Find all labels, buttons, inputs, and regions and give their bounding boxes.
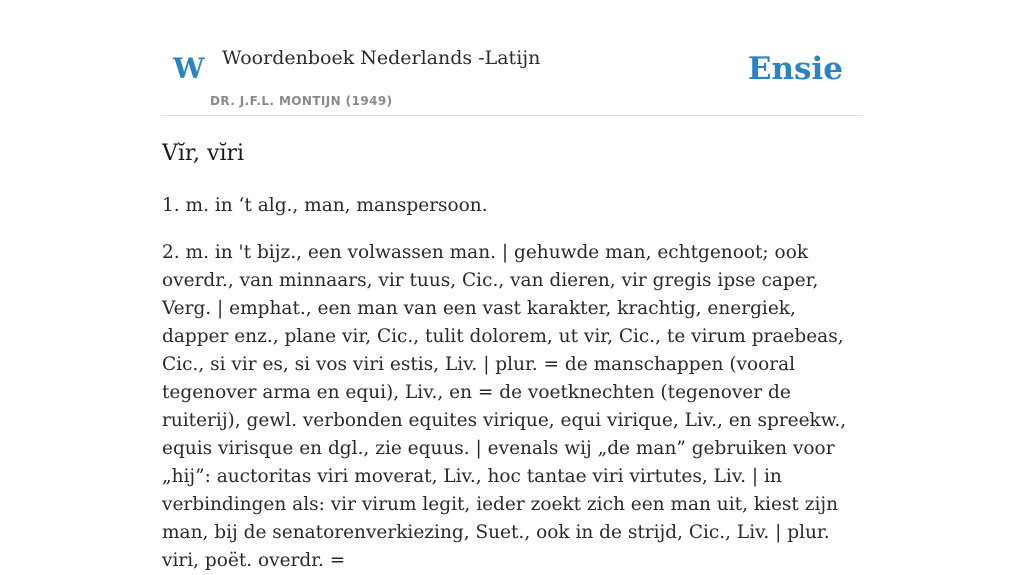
dictionary-entry	[162, 138, 862, 575]
entry-sense: 2. m. in 't bijz., een volwassen man. | gehuwde man, echtgenoot; ook overdr., van minnaars, vir tuus, Cic., van dieren, vir gregis ipse caper, Verg. | emphat., een man van een vast karakter, krachtig, energiek, dapper enz., plane vir, Cic., tulit dolorem, ut vir, Cic., te virum praebeas, Cic., si vir es, si vos viri estis, Liv. | plur. = de manschappen (vooral tegenover arma en equi), Liv., en = de voetknechten (tegenover de ruiterij), gewl. verbonden equites virique, equi virique, Liv., en spreekw., equis virisque en dgl., zie equus. | evenals wij „de man” gebruiken voor „hij”: auctoritas viri moverat, Liv., hoc tantae viri virtutes, Liv. | in verbindingen als: vir virum legit, ieder zoekt zich een man uit, kiest zijn man, bij de senatorenverkiezing, Suet., ook in de strijd, Cic., Liv. | plur. viri, poët. overdr. =	[162, 242, 847, 571]
site-header	[162, 0, 862, 116]
entry-sense: 1. m. in ‘t alg., man, manspersoon.	[162, 195, 488, 216]
ensie-logo-link[interactable]: Ensie	[747, 51, 843, 87]
book-author: DR. J.F.L. MONTIJN (1949)	[210, 94, 393, 108]
book-logo[interactable]: W	[173, 52, 205, 85]
entry-headword: Vĭr, vĭri	[162, 141, 245, 166]
book-title-link[interactable]: Woordenboek Nederlands -Latijn	[222, 47, 541, 69]
